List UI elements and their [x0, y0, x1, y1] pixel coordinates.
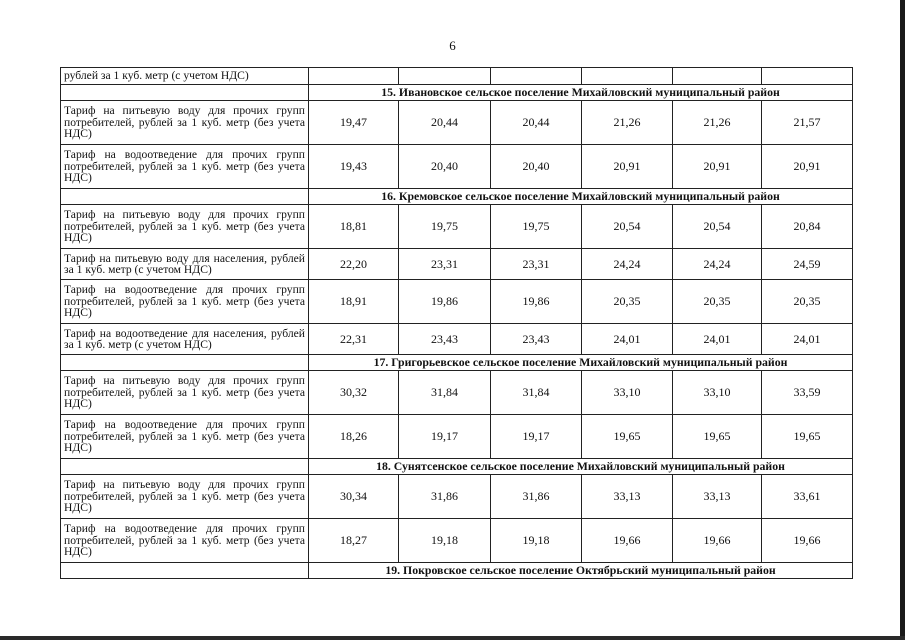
- value-cell: 19,65: [762, 415, 853, 459]
- section-header-row: [61, 189, 853, 205]
- value-cell: 24,24: [582, 249, 673, 280]
- section-blank-cell: [61, 459, 309, 475]
- scan-edge-bottom: [0, 636, 905, 640]
- value-cell: 31,86: [399, 475, 491, 519]
- value-cell: 19,65: [673, 415, 762, 459]
- value-cell: 23,31: [491, 249, 582, 280]
- row-label: Тариф на водоотведение для прочих групп потребителей, рублей за 1 куб. метр (без учета НДС): [61, 145, 309, 189]
- value-cell: 22,20: [309, 249, 399, 280]
- section-blank-cell: [61, 563, 309, 579]
- row-label: рублей за 1 куб. метр (с учетом НДС): [61, 68, 309, 85]
- section-blank-cell: [61, 85, 309, 101]
- value-cell: 19,43: [309, 145, 399, 189]
- value-cell: [399, 68, 491, 85]
- row-label: Тариф на водоотведение для населения, рублей за 1 куб. метр (с учетом НДС): [61, 324, 309, 355]
- value-cell: 20,40: [491, 145, 582, 189]
- value-cell: 22,31: [309, 324, 399, 355]
- value-cell: 19,65: [582, 415, 673, 459]
- value-cell: 20,35: [582, 280, 673, 324]
- value-cell: 23,43: [399, 324, 491, 355]
- value-cell: 21,57: [762, 101, 853, 145]
- row-label: Тариф на водоотведение для прочих групп потребителей, рублей за 1 куб. метр (без учета НДС): [61, 280, 309, 324]
- value-cell: 33,59: [762, 371, 853, 415]
- value-cell: 33,10: [673, 371, 762, 415]
- value-cell: 31,86: [491, 475, 582, 519]
- value-cell: 19,75: [491, 205, 582, 249]
- value-cell: 33,10: [582, 371, 673, 415]
- row-label: Тариф на питьевую воду для прочих групп потребителей, рублей за 1 куб. метр (без учета НДС): [61, 205, 309, 249]
- value-cell: 19,18: [399, 519, 491, 563]
- value-cell: 24,01: [582, 324, 673, 355]
- value-cell: 18,26: [309, 415, 399, 459]
- value-cell: 20,35: [762, 280, 853, 324]
- value-cell: 18,27: [309, 519, 399, 563]
- section-title: 17. Григорьевское сельское поселение Михайловский муниципальный район: [309, 355, 853, 371]
- table-row: [61, 205, 853, 249]
- section-blank-cell: [61, 355, 309, 371]
- table-row: [61, 280, 853, 324]
- value-cell: 30,34: [309, 475, 399, 519]
- value-cell: 24,59: [762, 249, 853, 280]
- table-row: [61, 68, 853, 85]
- table-row: [61, 249, 853, 280]
- section-title: 18. Сунятсенское сельское поселение Михайловский муниципальный район: [309, 459, 853, 475]
- value-cell: 19,17: [491, 415, 582, 459]
- table-row: [61, 101, 853, 145]
- section-blank-cell: [61, 189, 309, 205]
- value-cell: 19,86: [491, 280, 582, 324]
- section-title: 15. Ивановское сельское поселение Михайловский муниципальный район: [309, 85, 853, 101]
- value-cell: 19,66: [673, 519, 762, 563]
- table-row: [61, 371, 853, 415]
- scan-edge: [900, 0, 905, 640]
- value-cell: 24,01: [762, 324, 853, 355]
- value-cell: 30,32: [309, 371, 399, 415]
- value-cell: 20,84: [762, 205, 853, 249]
- section-header-row: [61, 459, 853, 475]
- tariff-table: [60, 67, 853, 579]
- row-label: Тариф на питьевую воду для прочих групп потребителей, рублей за 1 куб. метр (без учета НДС): [61, 371, 309, 415]
- value-cell: 19,66: [582, 519, 673, 563]
- value-cell: 20,54: [582, 205, 673, 249]
- row-label: Тариф на водоотведение для прочих групп потребителей, рублей за 1 куб. метр (без учета НДС): [61, 415, 309, 459]
- value-cell: [673, 68, 762, 85]
- value-cell: 19,47: [309, 101, 399, 145]
- value-cell: 20,35: [673, 280, 762, 324]
- row-label: Тариф на питьевую воду для населения, рублей за 1 куб. метр (с учетом НДС): [61, 249, 309, 280]
- value-cell: 19,17: [399, 415, 491, 459]
- value-cell: 33,61: [762, 475, 853, 519]
- value-cell: 20,91: [582, 145, 673, 189]
- value-cell: 18,91: [309, 280, 399, 324]
- value-cell: 23,31: [399, 249, 491, 280]
- value-cell: 24,24: [673, 249, 762, 280]
- value-cell: [582, 68, 673, 85]
- value-cell: 21,26: [582, 101, 673, 145]
- section-header-row: [61, 563, 853, 579]
- page-number: 6: [449, 38, 456, 53]
- section-title: 19. Покровское сельское поселение Октябрьский муниципальный район: [309, 563, 853, 579]
- table-row: [61, 475, 853, 519]
- value-cell: 19,86: [399, 280, 491, 324]
- section-header-row: [61, 85, 853, 101]
- section-header-row: [61, 355, 853, 371]
- value-cell: 19,75: [399, 205, 491, 249]
- section-title: 16. Кремовское сельское поселение Михайловский муниципальный район: [309, 189, 853, 205]
- table-row: [61, 324, 853, 355]
- value-cell: [309, 68, 399, 85]
- value-cell: 20,54: [673, 205, 762, 249]
- value-cell: 20,91: [673, 145, 762, 189]
- value-cell: 33,13: [673, 475, 762, 519]
- value-cell: 18,81: [309, 205, 399, 249]
- row-label: Тариф на водоотведение для прочих групп потребителей, рублей за 1 куб. метр (без учета НДС): [61, 519, 309, 563]
- value-cell: 19,66: [762, 519, 853, 563]
- table-row: [61, 415, 853, 459]
- table-row: [61, 519, 853, 563]
- value-cell: 24,01: [673, 324, 762, 355]
- value-cell: [491, 68, 582, 85]
- value-cell: 20,40: [399, 145, 491, 189]
- value-cell: 21,26: [673, 101, 762, 145]
- value-cell: 20,91: [762, 145, 853, 189]
- value-cell: 20,44: [399, 101, 491, 145]
- row-label: Тариф на питьевую воду для прочих групп потребителей, рублей за 1 куб. метр (без учета НДС): [61, 475, 309, 519]
- value-cell: 23,43: [491, 324, 582, 355]
- table-row: [61, 145, 853, 189]
- value-cell: [762, 68, 853, 85]
- value-cell: 19,18: [491, 519, 582, 563]
- row-label: Тариф на питьевую воду для прочих групп потребителей, рублей за 1 куб. метр (без учета НДС): [61, 101, 309, 145]
- value-cell: 20,44: [491, 101, 582, 145]
- value-cell: 31,84: [491, 371, 582, 415]
- value-cell: 31,84: [399, 371, 491, 415]
- value-cell: 33,13: [582, 475, 673, 519]
